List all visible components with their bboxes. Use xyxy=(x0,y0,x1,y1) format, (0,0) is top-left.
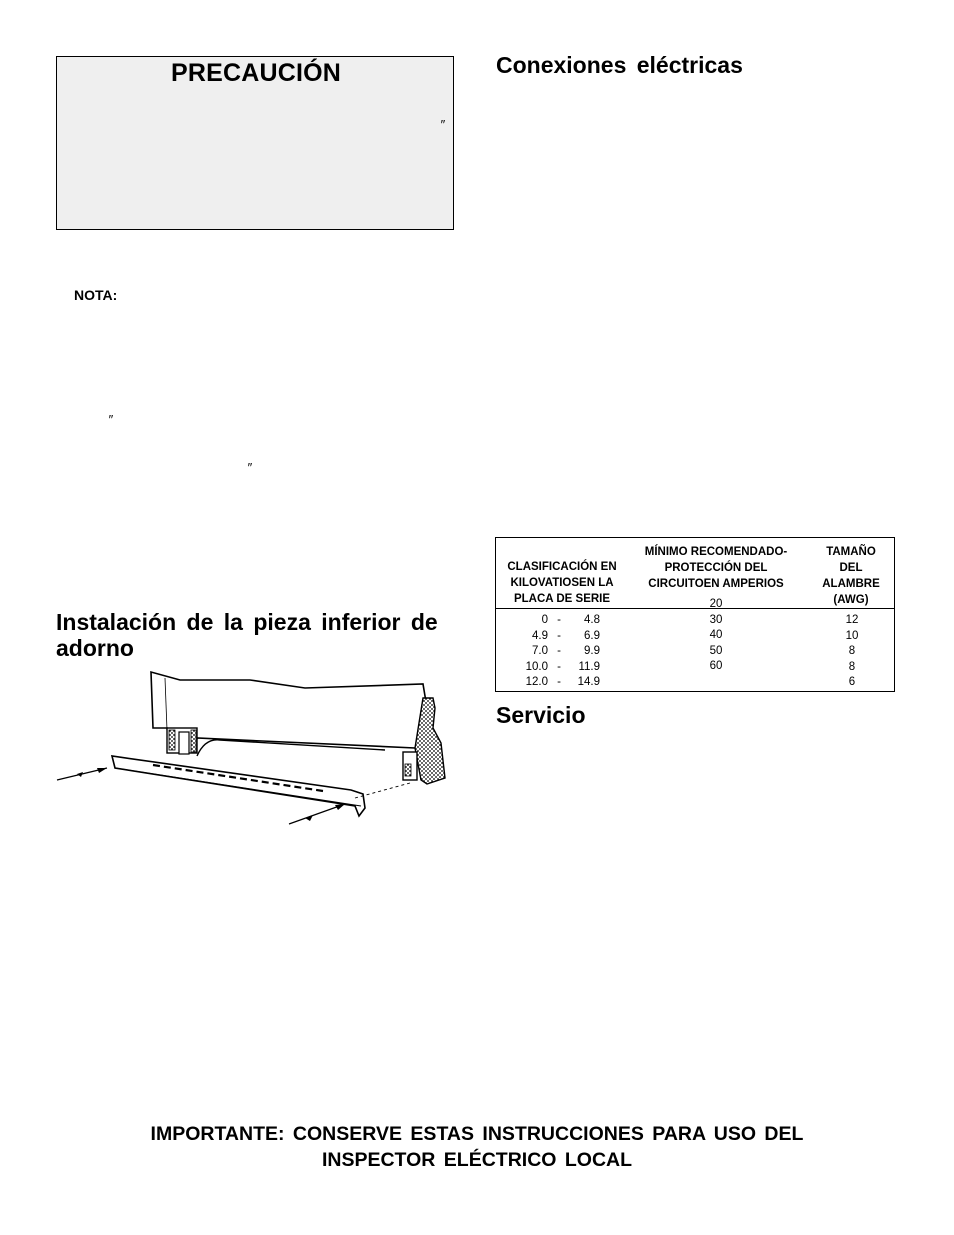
table-cell: 50 xyxy=(709,644,723,657)
table-cell: 8 xyxy=(848,645,856,658)
table-column-amps xyxy=(696,597,736,675)
table-row: 10.0 - 11.9 xyxy=(525,660,600,673)
table-row: 0 - 4.8 xyxy=(541,614,600,626)
table-row: 7.0 - 9.9 xyxy=(532,645,600,658)
table-cell: 60 xyxy=(709,660,723,673)
caution-title: PRECAUCIÓN xyxy=(170,59,342,87)
wire-size-table xyxy=(495,537,895,692)
heading-electrical-connections: Conexiones eléctricas xyxy=(496,52,743,78)
trim-installation-diagram xyxy=(55,668,455,833)
table-row: 4.9 - 6.9 xyxy=(532,629,600,642)
caution-box xyxy=(56,56,454,230)
table-column-wire xyxy=(832,613,872,691)
table-cell: 40 xyxy=(709,629,723,642)
nota-label: NOTA: xyxy=(74,287,118,303)
table-cell: 12 xyxy=(845,614,859,626)
table-cell: 10 xyxy=(845,629,859,642)
inch-mark-2: ″ xyxy=(247,460,252,475)
table-row: 12.0 - 14.9 xyxy=(525,676,600,689)
table-cell: 8 xyxy=(848,660,856,673)
table-header-wire: TAMAÑO DEL ALAMBRE (AWG) xyxy=(822,546,880,606)
heading-service: Servicio xyxy=(496,702,586,728)
table-cell: 20 xyxy=(709,598,723,610)
table-header-rating: CLASIFICACIÓN EN KILOVATIOSEN LA PLACA DE SERIE xyxy=(507,561,617,605)
table-cell: 6 xyxy=(848,676,856,689)
inch-mark-1: ″ xyxy=(108,412,113,427)
table-column-ratings xyxy=(516,613,606,691)
table-header-circuit: MÍNIMO RECOMENDADO- PROTECCIÓN DEL CIRCUITOEN AMPERIOS xyxy=(644,546,788,590)
heading-trim-installation: Instalación de la pieza inferior de adorno xyxy=(56,609,438,661)
important-notice: IMPORTANTE: CONSERVE ESTAS INSTRUCCIONES PARA USO DEL INSPECTOR ELÉCTRICO LOCAL xyxy=(150,1123,804,1171)
caution-inch-mark: ″ xyxy=(440,117,445,132)
trim-piece xyxy=(112,756,365,816)
table-cell: 30 xyxy=(709,613,723,626)
table-header-rule xyxy=(496,608,894,609)
